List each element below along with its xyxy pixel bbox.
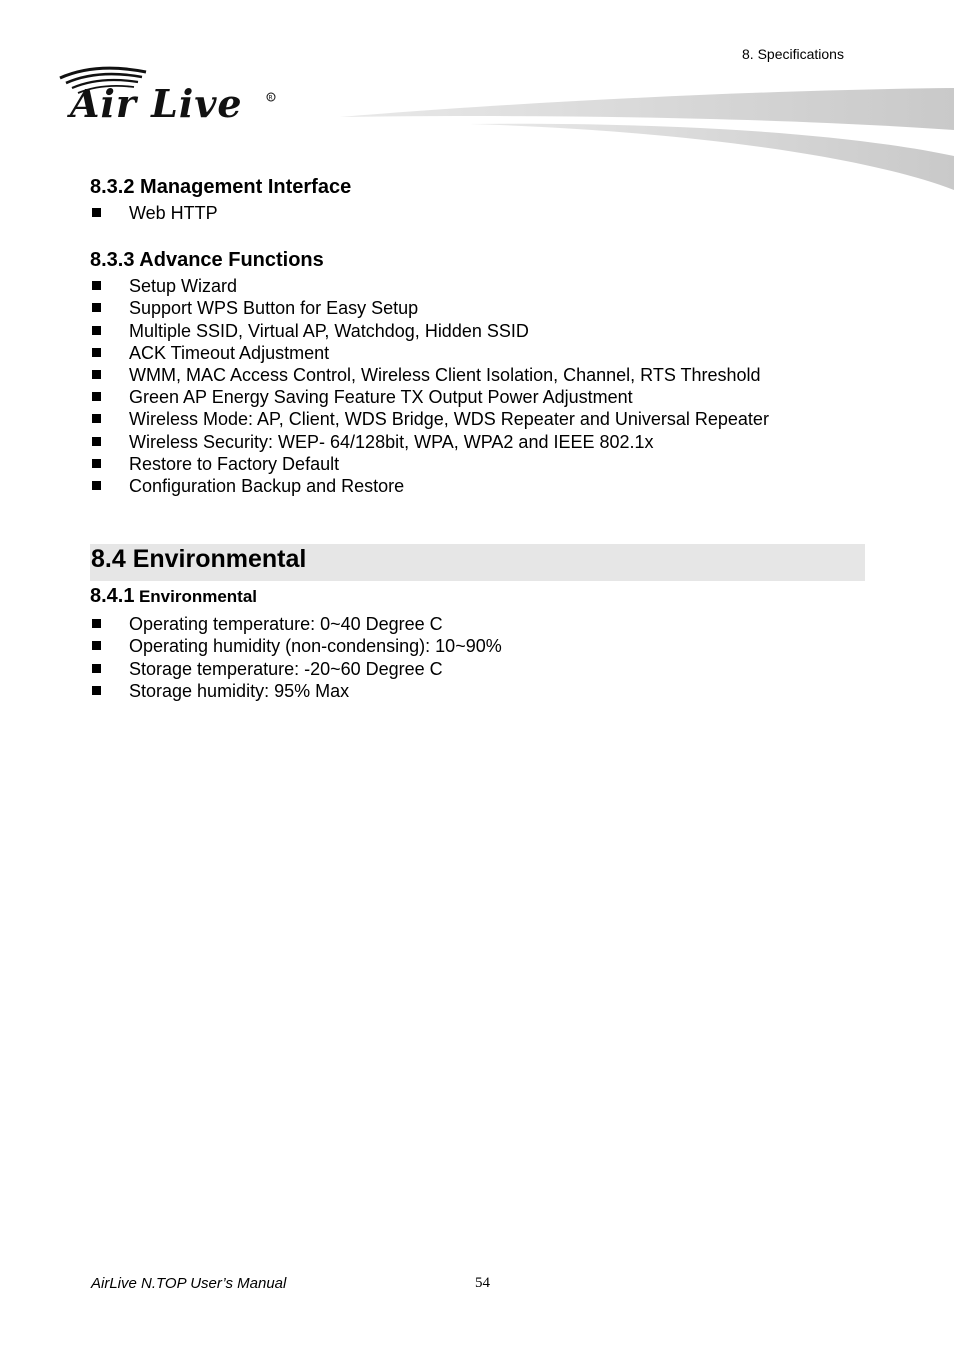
list-item: Wireless Security: WEP- 64/128bit, WPA, WPA2 and IEEE 802.1x bbox=[90, 431, 865, 453]
list-item: ACK Timeout Adjustment bbox=[90, 342, 865, 364]
section-title-management: 8.3.2 Management Interface bbox=[90, 176, 352, 198]
list-item: Multiple SSID, Virtual AP, Watchdog, Hidden SSID bbox=[90, 320, 865, 342]
page-content bbox=[90, 172, 865, 702]
section-heading-environmental: 8.4 Environmental bbox=[90, 544, 865, 581]
airlive-logo bbox=[56, 60, 286, 126]
page-number: 54 bbox=[475, 1275, 490, 1291]
footer-manual-title: AirLive N.TOP User’s Manual bbox=[91, 1275, 287, 1292]
list-item: Wireless Mode: AP, Client, WDS Bridge, WDS Repeater and Universal Repeater bbox=[90, 408, 865, 430]
list-item: Web HTTP bbox=[90, 202, 865, 224]
environmental-list bbox=[90, 613, 865, 702]
list-item: Setup Wizard bbox=[90, 275, 865, 297]
list-item: Support WPS Button for Easy Setup bbox=[90, 297, 865, 319]
list-item: Configuration Backup and Restore bbox=[90, 475, 865, 497]
list-item: Green AP Energy Saving Feature TX Output Power Adjustment bbox=[90, 386, 865, 408]
svg-text:R: R bbox=[268, 94, 273, 102]
list-item: Storage humidity: 95% Max bbox=[90, 680, 865, 702]
list-item: Operating temperature: 0~40 Degree C bbox=[90, 613, 865, 635]
section-title-advance: 8.3.3 Advance Functions bbox=[90, 249, 324, 272]
subsection-number: 8.4.1 bbox=[90, 585, 135, 608]
list-item: Restore to Factory Default bbox=[90, 453, 865, 475]
list-item: Operating humidity (non-condensing): 10~90% bbox=[90, 635, 865, 657]
subsection-title-environmental bbox=[90, 581, 865, 613]
chapter-label: 8. Specifications bbox=[742, 46, 844, 62]
list-item: Storage temperature: -20~60 Degree C bbox=[90, 658, 865, 680]
advance-list bbox=[90, 275, 865, 497]
management-list bbox=[90, 202, 865, 224]
svg-text:Air Live: Air Live bbox=[70, 81, 243, 126]
list-item: WMM, MAC Access Control, Wireless Client Isolation, Channel, RTS Threshold bbox=[90, 364, 865, 386]
subsection-label: Environmental bbox=[138, 587, 258, 607]
